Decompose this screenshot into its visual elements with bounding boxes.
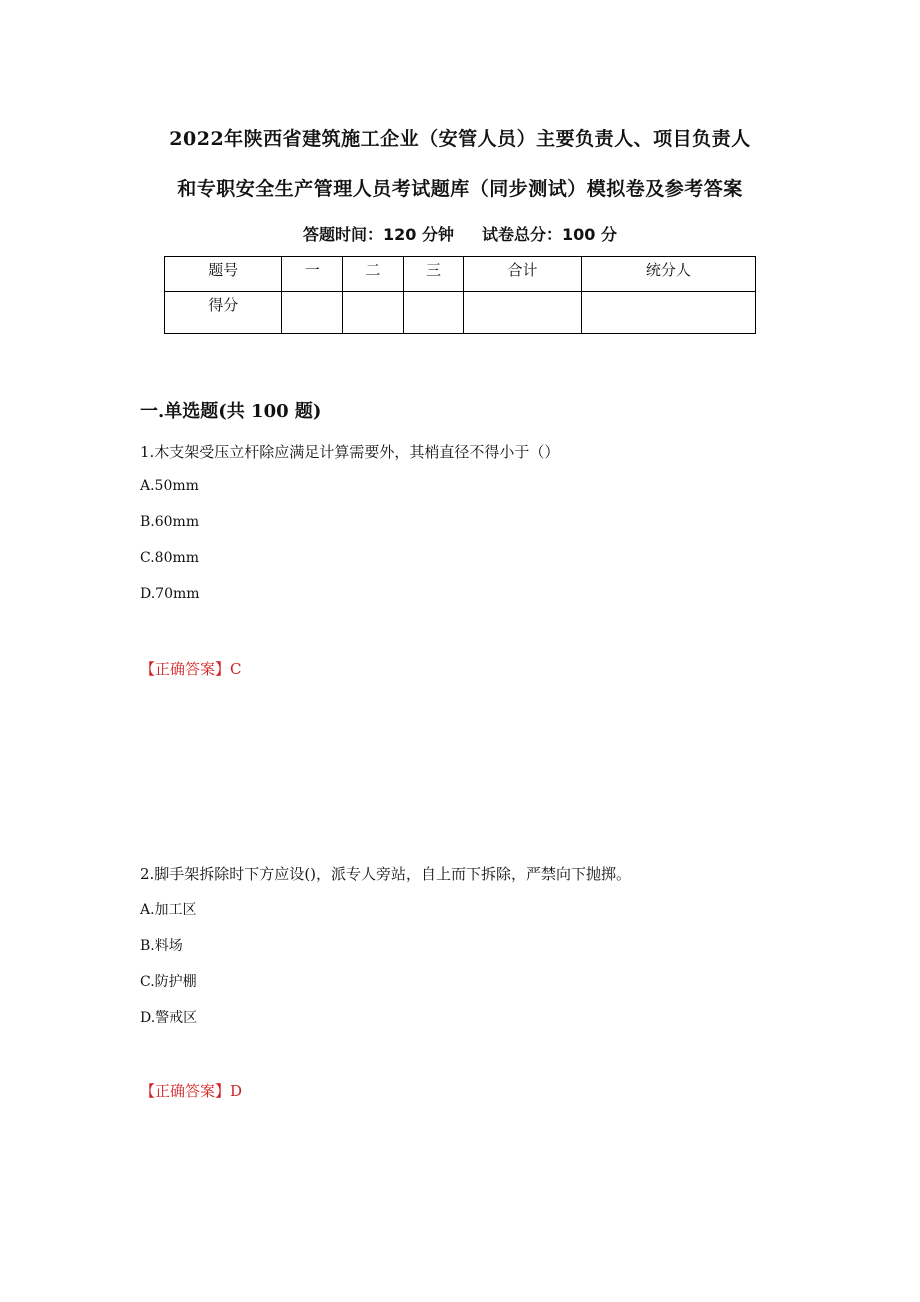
- time-label: 答题时间：120 分钟: [303, 225, 454, 244]
- question-option: C.防护棚: [140, 974, 197, 990]
- correct-answer: [140, 1080, 242, 1101]
- question-option: D.70mm: [140, 586, 200, 602]
- score-cell: 得分: [165, 292, 282, 334]
- total-score-label: 试卷总分：100 分: [482, 225, 617, 244]
- question-option: B.料场: [140, 938, 183, 954]
- question-text: 2.脚手架拆除时下方应设()，派专人旁站，自上而下拆除，严禁向下抛掷。: [140, 865, 632, 883]
- correct-answer: [140, 658, 242, 679]
- header-cell: 统分人: [581, 257, 755, 292]
- question-option: D.警戒区: [140, 1010, 198, 1026]
- document-title-line-2: 和专职安全生产管理人员考试题库（同步测试）模拟卷及参考答案: [177, 178, 743, 200]
- header-cell: 二: [343, 257, 404, 292]
- score-cell: [403, 292, 464, 334]
- correct-answer-value: D: [230, 1082, 243, 1100]
- header-cell: 三: [403, 257, 464, 292]
- score-table: [164, 256, 756, 334]
- question-text: 1.木支架受压立杆除应满足计算需要外，其梢直径不得小于（）: [140, 443, 560, 461]
- correct-answer-label: 【正确答案】: [140, 1082, 231, 1100]
- score-cell: [581, 292, 755, 334]
- score-table-header-row: [165, 257, 756, 292]
- correct-answer-value: C: [230, 660, 242, 678]
- document-title-line-1: 2022年陕西省建筑施工企业（安管人员）主要负责人、项目负责人: [169, 128, 751, 150]
- question-option: A.50mm: [140, 478, 199, 494]
- header-cell: 一: [282, 257, 343, 292]
- score-cell: [343, 292, 404, 334]
- correct-answer-label: 【正确答案】: [140, 660, 231, 678]
- question-option: A.加工区: [140, 902, 197, 918]
- exam-meta: [0, 222, 920, 245]
- header-cell: 题号: [165, 257, 282, 292]
- section-title: 一.单选题(共 100 题): [140, 401, 322, 422]
- score-cell: [282, 292, 343, 334]
- score-table-score-row: [165, 292, 756, 334]
- question-option: C.80mm: [140, 550, 200, 566]
- score-cell: [464, 292, 581, 334]
- header-cell: 合计: [464, 257, 581, 292]
- question-option: B.60mm: [140, 514, 200, 530]
